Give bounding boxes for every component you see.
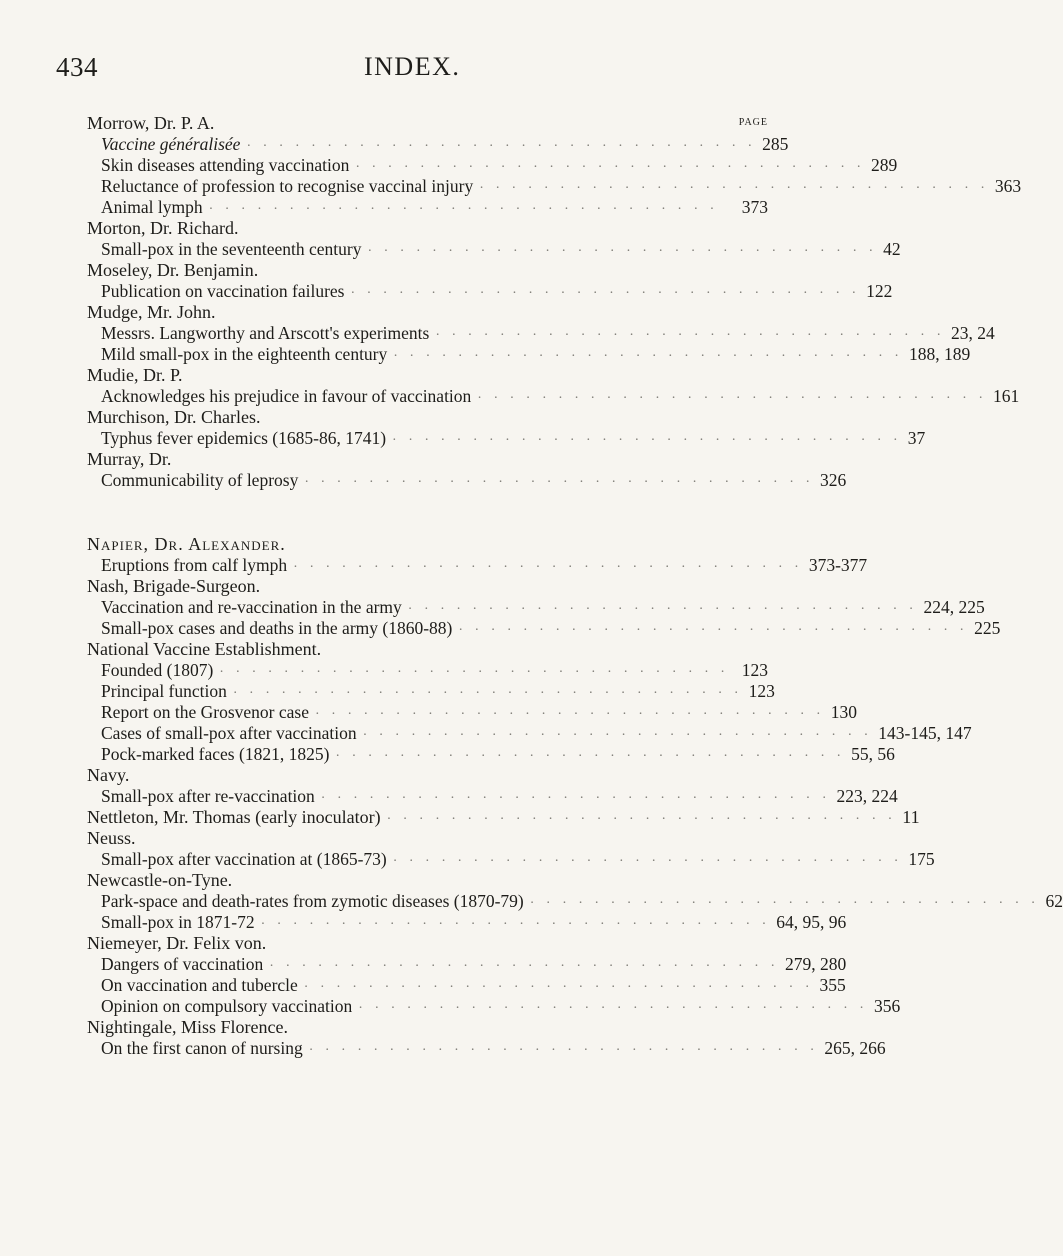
subentry-text: Messrs. Langworthy and Arscott's experiments: [101, 323, 430, 343]
leader-dots: · · · · · · · · · · · · · · · · · · · · · · · · · · · · · · · ·: [269, 959, 779, 974]
index-entry-navy: [87, 765, 898, 807]
page-reference: 373: [741, 197, 768, 217]
running-head: [56, 52, 576, 92]
leader-dots: · · · · · · · · · · · · · · · · · · · · · · · · · · · · · · · ·: [358, 1001, 868, 1016]
entry-heading-text: Napier, Dr. Alexander.: [87, 534, 286, 554]
subentry: [87, 428, 926, 449]
subentry-text: Park-space and death-rates from zymotic diseases (1870-79): [101, 891, 524, 911]
entry-heading: [87, 260, 768, 281]
subentry: [87, 281, 893, 302]
leader-dots: · · · · · · · · · · · · · · · · · · · · · · · · · · · · · · · ·: [407, 602, 918, 617]
subentry-text: On vaccination and tubercle: [101, 975, 298, 995]
page-reference: 225: [974, 618, 1001, 638]
leader-dots: · · · · · · · · · · · · · · · · · · · · · · · · · · · · · · · ·: [477, 391, 987, 406]
subentry-text: Reluctance of profession to recognise vaccinal injury: [101, 176, 474, 196]
leader-dots: · · · · · · · · · · · · · · · · · · · · · · · · · · · · · · · ·: [335, 749, 846, 764]
subentry: [87, 891, 1063, 912]
subentry-text: Acknowledges his prejudice in favour of vaccination: [101, 386, 472, 406]
subentry-text: Small-pox after vaccination at (1865-73): [101, 849, 387, 869]
entry-heading-text: Mudge, Mr. John.: [87, 302, 216, 322]
page-reference: 175: [908, 849, 935, 869]
entry-heading-text: Morton, Dr. Richard.: [87, 218, 239, 238]
subentry-text: Eruptions from calf lymph: [101, 555, 288, 575]
subentry: [87, 344, 971, 365]
subentry-text: Mild small-pox in the eighteenth century: [101, 344, 388, 364]
leader-dots: · · · · · · · · · · · · · · · · · · · · · · · · · · · · · · · ·: [479, 181, 989, 196]
page-reference: 62: [1045, 891, 1063, 911]
leader-dots: · · · · · · · · · · · · · · · · · · · · · · · · · · · · · · · ·: [293, 560, 803, 575]
leader-dots: · · · · · · · · · · · · · · · · · · · · · · · · · · · · · · · ·: [392, 854, 903, 869]
leader-dots: · · · · · · · · · · · · · · · · · · · · · · · · · · · · · · · ·: [320, 791, 831, 806]
subentry-text: Vaccination and re-vaccination in the army: [101, 597, 402, 617]
subentry-text: Small-pox in 1871-72: [101, 912, 255, 932]
subentry-text: Founded (1807): [101, 660, 214, 680]
page-reference: 123: [741, 660, 768, 680]
index-entry-mudie-dr-p: [87, 365, 1020, 407]
subentry-text: Principal function: [101, 681, 227, 701]
subentry-text: Small-pox after re-vaccination: [101, 786, 315, 806]
page-reference: 285: [762, 134, 789, 154]
index-entry-napier-dr-alexander: [87, 534, 868, 576]
subentry-text: Small-pox cases and deaths in the army (1860-88): [101, 618, 453, 638]
subentry-text: Opinion on compulsory vaccination: [101, 996, 353, 1016]
subentry-text: Skin diseases attending vaccination: [101, 155, 350, 175]
subentry-text: On the first canon of nursing: [101, 1038, 303, 1058]
subentry-text: Cases of small-pox after vaccination: [101, 723, 357, 743]
page-reference: 42: [883, 239, 901, 259]
page-reference: 122: [866, 281, 893, 301]
index-entry-nash-brigade-surgeon: [87, 576, 1001, 639]
page-reference: 123: [748, 681, 775, 701]
subentry: [87, 197, 768, 218]
entry-heading-text: Mudie, Dr. P.: [87, 365, 183, 385]
page-reference: 279, 280: [784, 954, 847, 974]
subentry: [87, 849, 935, 870]
entry-heading: [87, 218, 768, 239]
subentry: [87, 239, 901, 260]
running-title: INDEX.: [364, 52, 461, 81]
index-entry-murray-dr: [87, 449, 847, 491]
leader-dots: · · · · · · · · · · · · · · · · · · · · · · · · · · · · · · · ·: [350, 286, 861, 301]
leader-dots: · · · · · · · · · · · · · · · · · · · · · · · · · · · · · · · ·: [362, 728, 873, 743]
subentry: [87, 155, 898, 176]
leader-dots: · · · · · · · · · · · · · · · · · · · · · · · · · · · · · · · ·: [367, 244, 878, 259]
entry-heading-text: Navy.: [87, 765, 130, 785]
subentry: [87, 176, 1022, 197]
subentry-text: Small-pox in the seventeenth century: [101, 239, 362, 259]
entry-heading: [87, 765, 768, 786]
subentry: [87, 470, 847, 491]
subentry: [87, 702, 857, 723]
page-reference: 130: [830, 702, 857, 722]
subentry-text: Vaccine généralisée: [101, 134, 241, 154]
entry-heading: [87, 639, 768, 660]
entry-heading: [87, 807, 920, 828]
index-entry-niemeyer-dr-felix-von: [87, 933, 901, 1017]
page-reference: 188, 189: [908, 344, 971, 364]
leader-dots: · · · · · · · · · · · · · · · · · · · · · · · · · · · · · · · ·: [232, 686, 743, 701]
subentry: [87, 1038, 886, 1059]
leader-dots: · · · · · · · · · · · · · · · · · · · · · · · · · · · · · · · ·: [246, 139, 757, 154]
page-column-label: PAGE: [738, 117, 768, 128]
index-entry-morrow-dr-p-a: [87, 113, 1022, 218]
index-entry-morton-dr-richard: [87, 218, 901, 260]
entry-heading: [87, 534, 768, 555]
entry-heading-text: Murray, Dr.: [87, 449, 172, 469]
leader-dots: · · · · · · · · · · · · · · · · · · · · · · · · · · · · · · · ·: [208, 202, 719, 217]
leader-dots: · · · · · · · · · · · · · · · · · · · · · · · · · · · · · · · ·: [435, 328, 945, 343]
subentry-text: Report on the Grosvenor case: [101, 702, 309, 722]
index-entry-newcastle-on-tyne: [87, 870, 1063, 933]
entry-heading-text: Nash, Brigade-Surgeon.: [87, 576, 261, 596]
leader-dots: · · · · · · · · · · · · · · · · · · · · · · · · · · · · · · · ·: [392, 433, 902, 448]
subentry: [87, 618, 1001, 639]
subentry-text: Animal lymph: [101, 197, 203, 217]
index-entry-nettleton-mr-thomas-early-inoculator: [87, 807, 920, 828]
entry-heading: [87, 828, 768, 849]
entry-heading-text: Niemeyer, Dr. Felix von.: [87, 933, 267, 953]
entry-heading: [87, 576, 768, 597]
subentry-text: Typhus fever epidemics (1685-86, 1741): [101, 428, 387, 448]
entry-heading-text: Newcastle-on-Tyne.: [87, 870, 233, 890]
page-reference: 161: [992, 386, 1020, 406]
entry-heading-text: Morrow, Dr. P. A.: [87, 113, 215, 133]
page-reference: 373-377: [808, 555, 868, 575]
page-reference: 11: [902, 807, 920, 827]
entry-heading-text: Moseley, Dr. Benjamin.: [87, 260, 259, 280]
page-reference: 265, 266: [824, 1038, 886, 1058]
subentry-text: Dangers of vaccination: [101, 954, 264, 974]
page-reference: 64, 95, 96: [776, 912, 847, 932]
subentry-text: Communicability of leprosy: [101, 470, 299, 490]
subentry: [87, 975, 846, 996]
page-reference: 363: [994, 176, 1022, 196]
page-reference: 55, 56: [851, 744, 895, 764]
index-entry-nightingale-miss-florence: [87, 1017, 886, 1059]
index-entry-national-vaccine-establishment: [87, 639, 972, 765]
page-number: 434: [56, 52, 98, 82]
entry-heading: [87, 1017, 768, 1038]
index-entry-mudge-mr-john: [87, 302, 995, 365]
subentry: [87, 681, 775, 702]
leader-dots: · · · · · · · · · · · · · · · · · · · · · · · · · · · · · · · ·: [458, 623, 969, 638]
entry-heading: [87, 302, 768, 323]
leader-dots: · · · · · · · · · · · · · · · · · · · · · · · · · · · · · · · ·: [315, 707, 825, 722]
subentry: [87, 386, 1020, 407]
leader-dots: · · · · · · · · · · · · · · · · · · · · · · · · · · · · · · · ·: [260, 917, 771, 932]
leader-dots: · · · · · · · · · · · · · · · · · · · · · · · · · · · · · · · ·: [386, 812, 897, 827]
index-entries: [87, 113, 1063, 1059]
page-reference: 23, 24: [951, 323, 995, 343]
entry-heading: [87, 870, 768, 891]
page-reference: 289: [871, 155, 898, 175]
subentry-text: Pock-marked faces (1821, 1825): [101, 744, 330, 764]
index-entry-moseley-dr-benjamin: [87, 260, 893, 302]
entry-heading: [87, 113, 768, 134]
page-reference: 355: [819, 975, 846, 995]
page-reference: 143-145, 147: [878, 723, 972, 743]
leader-dots: · · · · · · · · · · · · · · · · · · · · · · · · · · · · · · · ·: [308, 1043, 819, 1058]
index-entry-neuss: [87, 828, 935, 870]
leader-dots: · · · · · · · · · · · · · · · · · · · · · · · · · · · · · · · ·: [529, 896, 1040, 911]
entry-heading: [87, 933, 768, 954]
subentry: [87, 555, 868, 576]
entry-heading-text: National Vaccine Establishment.: [87, 639, 322, 659]
entry-heading-text: Murchison, Dr. Charles.: [87, 407, 261, 427]
subentry: [87, 134, 789, 155]
entry-heading: [87, 407, 768, 428]
entry-heading-text: Neuss.: [87, 828, 136, 848]
subentry: [87, 723, 972, 744]
leader-dots: · · · · · · · · · · · · · · · · · · · · · · · · · · · · · · · ·: [303, 980, 814, 995]
subentry: [87, 912, 847, 933]
page-reference: 224, 225: [923, 597, 985, 617]
subentry: [87, 660, 768, 681]
subentry: [87, 996, 901, 1017]
subentry: [87, 744, 895, 765]
index-entry-murchison-dr-charles: [87, 407, 926, 449]
subentry: [87, 323, 995, 344]
subentry: [87, 786, 898, 807]
entry-heading: [87, 365, 768, 386]
page-reference: 37: [907, 428, 926, 448]
subentry-text: Publication on vaccination failures: [101, 281, 345, 301]
subentry: [87, 954, 847, 975]
page-reference: 223, 224: [836, 786, 898, 806]
page-reference: 326: [820, 470, 847, 490]
page-reference: 356: [873, 996, 901, 1016]
leader-dots: · · · · · · · · · · · · · · · · · · · · · · · · · · · · · · · ·: [304, 475, 815, 490]
leader-dots: · · · · · · · · · · · · · · · · · · · · · · · · · · · · · · · ·: [355, 160, 866, 175]
subentry: [87, 597, 985, 618]
entry-heading-text: Nettleton, Mr. Thomas (early inoculator): [87, 807, 381, 827]
leader-dots: · · · · · · · · · · · · · · · · · · · · · · · · · · · · · · · ·: [219, 665, 729, 680]
entry-heading-text: Nightingale, Miss Florence.: [87, 1017, 288, 1037]
entry-heading: [87, 449, 768, 470]
leader-dots: · · · · · · · · · · · · · · · · · · · · · · · · · · · · · · · ·: [393, 349, 903, 364]
